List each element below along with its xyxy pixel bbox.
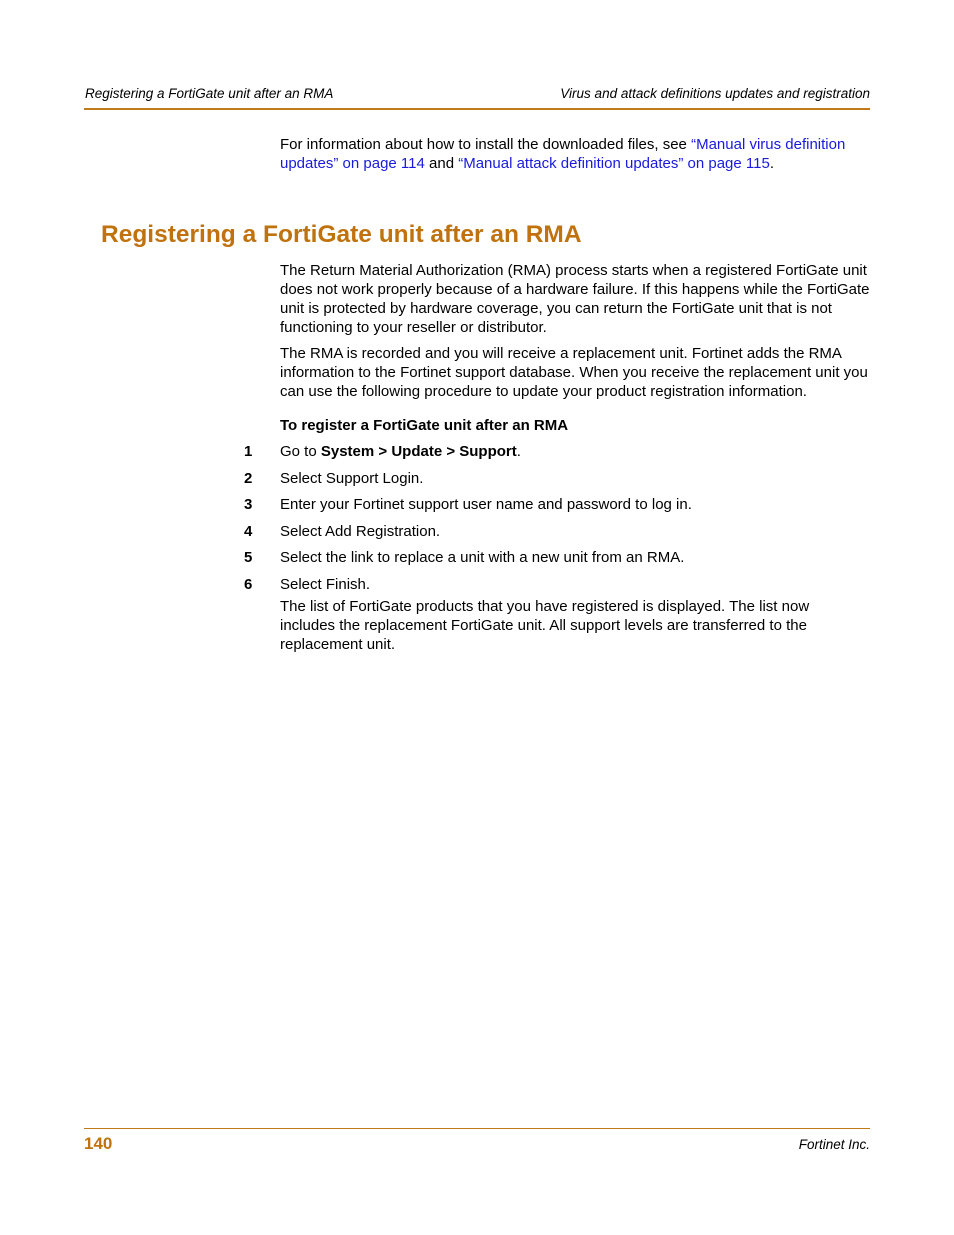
step-number: 3 [244,496,253,513]
menu-path: System > Update > Support [320,443,517,460]
step-text: Enter your Fortinet support user name and password to log in. [280,496,692,513]
footer-divider [84,1128,870,1129]
step-text: Select Add Registration. [280,523,441,540]
running-header-right: Virus and attack definitions updates and registration [560,86,870,101]
page-number: 140 [84,1134,113,1153]
intro-prefix: For information about how to install the downloaded files, see [280,136,692,153]
procedure-title: To register a FortiGate unit after an RMA [280,417,569,434]
step-text [280,442,521,461]
rma-intro-paragraph: The Return Material Authorization (RMA) process starts when a registered FortiGate unit does not work properly because of a hardware failure. If this happens while the FortiGate unit is protected by hardware coverage, you can return the FortiGate unit that is not functioning to your reseller or distributor. [280,262,870,336]
intro-middle: and [424,155,459,172]
manual-virus-definition-link[interactable]: “Manual virus definition updates” on page 114 [280,136,846,172]
step-number: 5 [244,549,253,566]
step-number: 6 [244,576,253,593]
step-number: 2 [244,470,253,487]
rma-recorded-paragraph: The RMA is recorded and you will receive a replacement unit. Fortinet adds the RMA information to the Fortinet support database. When you receive the replacement unit you can use the following procedure to update your product registration information. [280,345,868,400]
step-number: 1 [244,443,253,460]
header-divider [84,108,870,110]
step-text: Select Finish. [280,576,371,593]
running-header-left: Registering a FortiGate unit after an RMA [85,86,334,101]
result-paragraph: The list of FortiGate products that you have registered is displayed. The list now includes the replacement FortiGate unit. All support levels are transferred to the replacement unit. [280,598,810,653]
manual-attack-definition-link[interactable]: “Manual attack definition updates” on page 115 [458,155,770,172]
intro-paragraph [280,135,872,173]
step-text: Select the link to replace a unit with a new unit from an RMA. [280,549,685,566]
intro-suffix: . [769,155,774,172]
company-name: Fortinet Inc. [798,1137,870,1152]
step1-suffix: . [516,443,521,460]
section-heading: Registering a FortiGate unit after an RMA [101,221,582,248]
step-text: Select Support Login. [280,470,424,487]
step-number: 4 [244,523,253,540]
step1-prefix: Go to [280,443,321,460]
